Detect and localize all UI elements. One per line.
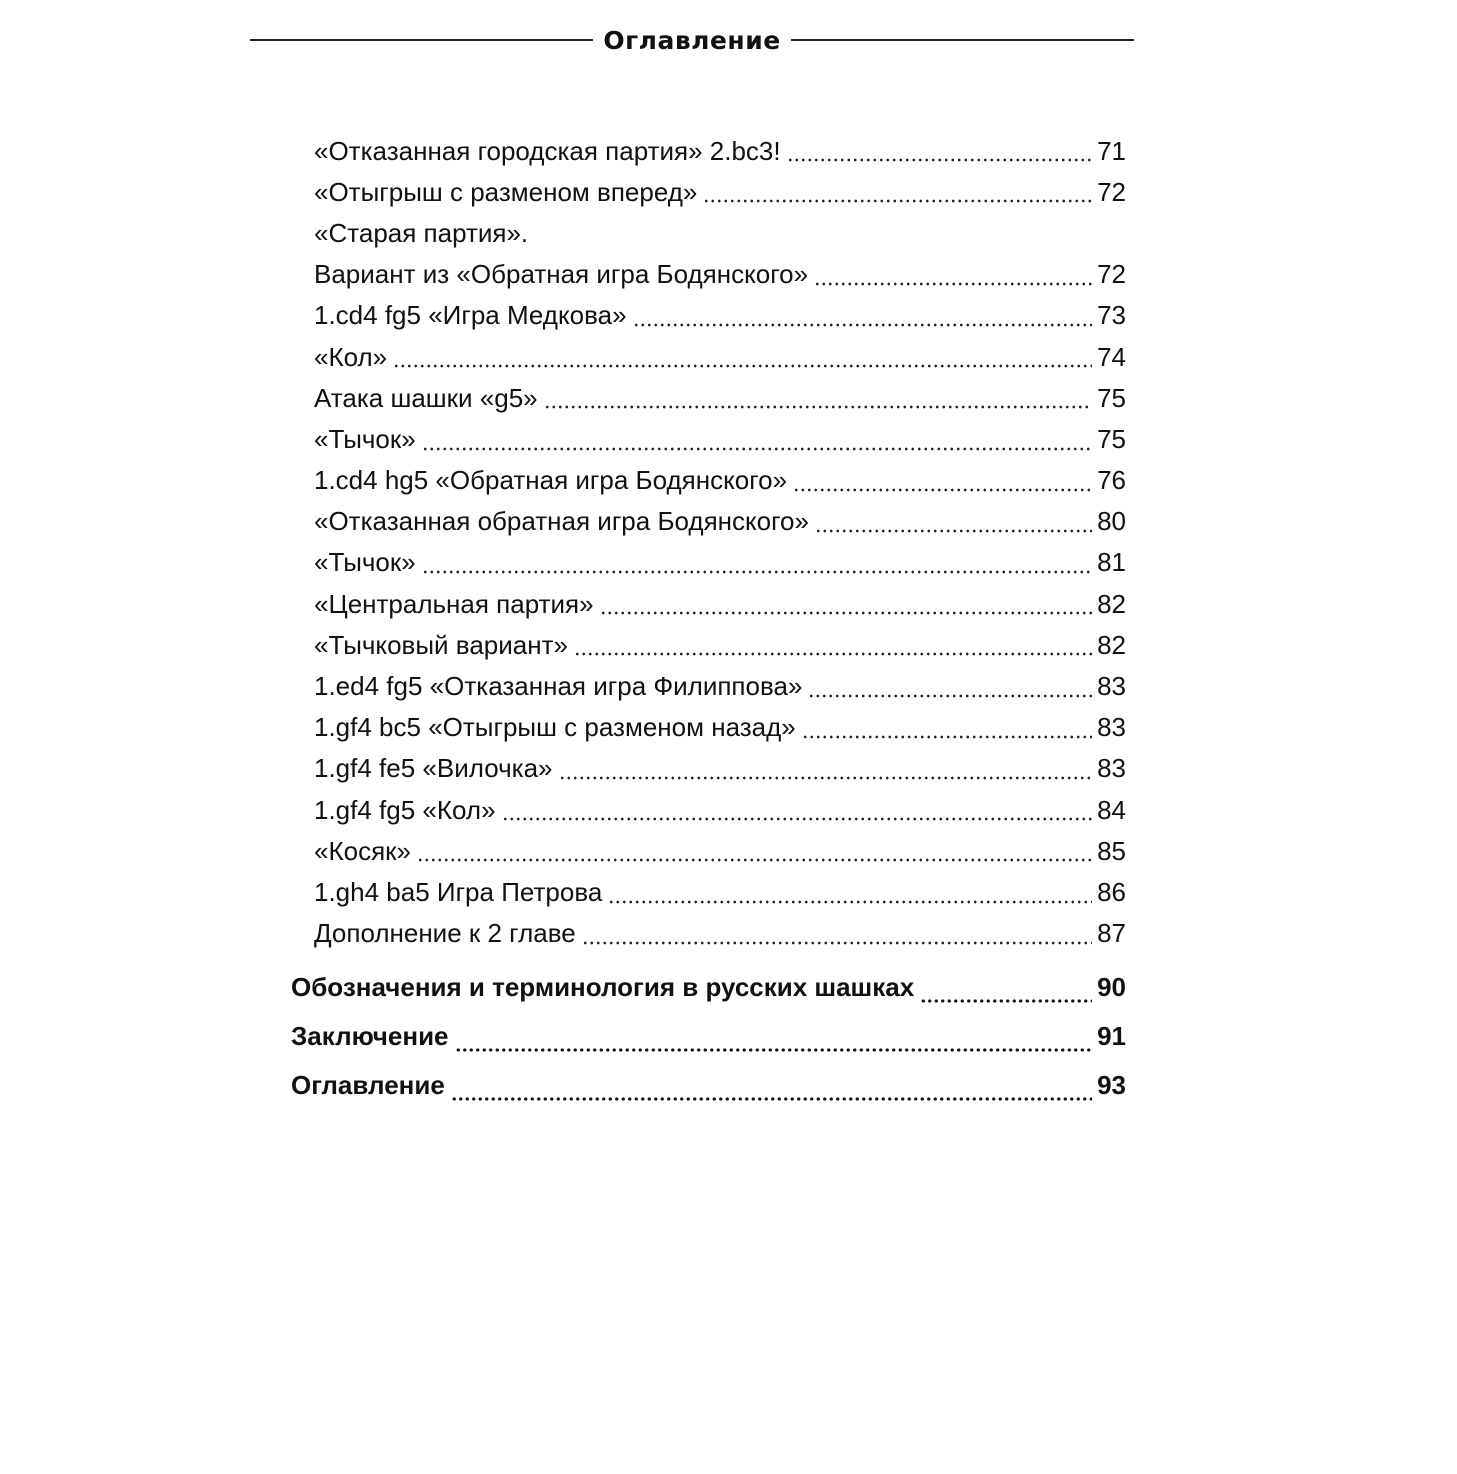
toc-entry-title: «Косяк» (314, 835, 411, 866)
toc-entry-page: 82 (1097, 629, 1126, 660)
dot-leader (582, 924, 1092, 946)
toc-entry-title: «Отказанная городская партия» 2.bc3! (314, 135, 781, 166)
toc-entry-title: 1.cd4 hg5 «Обратная игра Бодянского» (314, 465, 788, 496)
toc-entry-title: «Тычок» (314, 547, 416, 578)
dot-leader (393, 347, 1092, 369)
toc-entry-title: «Центральная партия» (314, 588, 594, 619)
toc-chapter-page: 93 (1097, 1070, 1126, 1100)
toc-entry (314, 913, 1126, 954)
dot-leader (422, 553, 1092, 575)
toc-chapter-page: 91 (1097, 1021, 1126, 1051)
toc-entry-title: Вариант из «Обратная игра Бодянского» (314, 259, 809, 290)
toc-entry (314, 501, 1126, 542)
toc-entry-page: 72 (1097, 259, 1126, 290)
toc-entry-page: 83 (1097, 712, 1126, 743)
toc-entry-page: 86 (1097, 876, 1126, 907)
toc-entry-page: 83 (1097, 753, 1126, 784)
toc-entry-page: 83 (1097, 671, 1126, 702)
dot-leader (502, 800, 1092, 822)
dot-leader (600, 594, 1092, 616)
dot-leader (802, 718, 1092, 740)
toc-entry-page: 74 (1097, 341, 1126, 372)
toc-entry (314, 377, 1126, 418)
toc-entry-title: «Отказанная обратная игра Бодянского» (314, 506, 809, 537)
dot-leader (793, 471, 1092, 493)
dot-leader (422, 430, 1092, 452)
toc-entry (314, 871, 1126, 912)
header-rule-left (250, 39, 593, 41)
toc-entry (314, 254, 1126, 295)
toc-entry-page: 76 (1097, 465, 1126, 496)
toc-chapter-title: Обозначения и терминология в русских шашках (291, 972, 915, 1002)
toc-entry (314, 665, 1126, 706)
dot-leader (815, 512, 1092, 534)
toc-chapter-list (291, 963, 1126, 1110)
toc-entry (314, 295, 1126, 336)
toc-entry (314, 212, 1126, 253)
dot-leader (787, 141, 1092, 163)
page-header (250, 18, 1134, 62)
dot-leader (574, 635, 1092, 657)
dot-leader (920, 982, 1092, 1004)
toc-entry-title: 1.gf4 fe5 «Вилочка» (314, 753, 553, 784)
toc-entry-page: 71 (1097, 135, 1126, 166)
toc-entry (314, 171, 1126, 212)
toc-entry-title: Дополнение к 2 главе (314, 918, 576, 949)
dot-leader (417, 841, 1092, 863)
toc-entry (314, 336, 1126, 377)
toc-entry-page: 80 (1097, 506, 1126, 537)
toc-entry-page: 84 (1097, 794, 1126, 825)
toc-entry (314, 624, 1126, 665)
dot-leader (814, 265, 1092, 287)
toc-entry (314, 460, 1126, 501)
toc-entry-title: 1.ed4 fg5 «Отказанная игра Филиппова» (314, 671, 803, 702)
dot-leader (559, 759, 1092, 781)
toc-entry-page: 73 (1097, 300, 1126, 331)
toc-entry-page: 87 (1097, 918, 1126, 949)
toc-entry-page: 81 (1097, 547, 1126, 578)
toc-entry-page: 75 (1097, 382, 1126, 413)
dot-leader (544, 388, 1092, 410)
toc-entry-title: «Старая партия». (314, 217, 529, 248)
toc-subsection-list (314, 130, 1126, 954)
toc-entry-title: «Тычковый вариант» (314, 629, 568, 660)
toc-entry (314, 830, 1126, 871)
toc-entry-title: 1.cd4 fg5 «Игра Медкова» (314, 300, 627, 331)
toc-entry-title: 1.gf4 bc5 «Отыгрыш с разменом назад» (314, 712, 796, 743)
toc-chapter-title: Оглавление (291, 1070, 445, 1100)
page-title: Оглавление (603, 25, 781, 55)
toc-chapter-entry (291, 1012, 1126, 1061)
toc-entry (314, 789, 1126, 830)
toc-entry (314, 418, 1126, 459)
toc-entry (314, 130, 1126, 171)
toc-entry-page: 72 (1097, 176, 1126, 207)
toc-chapter-entry (291, 1061, 1126, 1110)
toc-entry (314, 748, 1126, 789)
dot-leader (455, 1031, 1092, 1053)
toc-entry (314, 583, 1126, 624)
toc-entry-title: 1.gh4 ba5 Игра Петрова (314, 876, 603, 907)
dot-leader (633, 306, 1092, 328)
dot-leader (608, 883, 1092, 905)
toc-entry (314, 707, 1126, 748)
dot-leader (703, 182, 1092, 204)
toc-entry-title: Атака шашки «g5» (314, 382, 538, 413)
toc-chapter-entry (291, 963, 1126, 1012)
toc-entry-title: «Кол» (314, 341, 388, 372)
toc-entry (314, 542, 1126, 583)
toc-entry-page: 82 (1097, 588, 1126, 619)
dot-leader (808, 677, 1092, 699)
toc-entry-title: «Тычок» (314, 423, 416, 454)
dot-leader (451, 1080, 1092, 1102)
toc-chapter-page: 90 (1097, 972, 1126, 1002)
toc-entry-title: 1.gf4 fg5 «Кол» (314, 794, 496, 825)
toc-entry-page: 85 (1097, 835, 1126, 866)
header-rule-right (791, 39, 1134, 41)
toc-entry-title: «Отыгрыш с разменом вперед» (314, 176, 698, 207)
toc-chapter-title: Заключение (291, 1021, 449, 1051)
toc-entry-page: 75 (1097, 423, 1126, 454)
